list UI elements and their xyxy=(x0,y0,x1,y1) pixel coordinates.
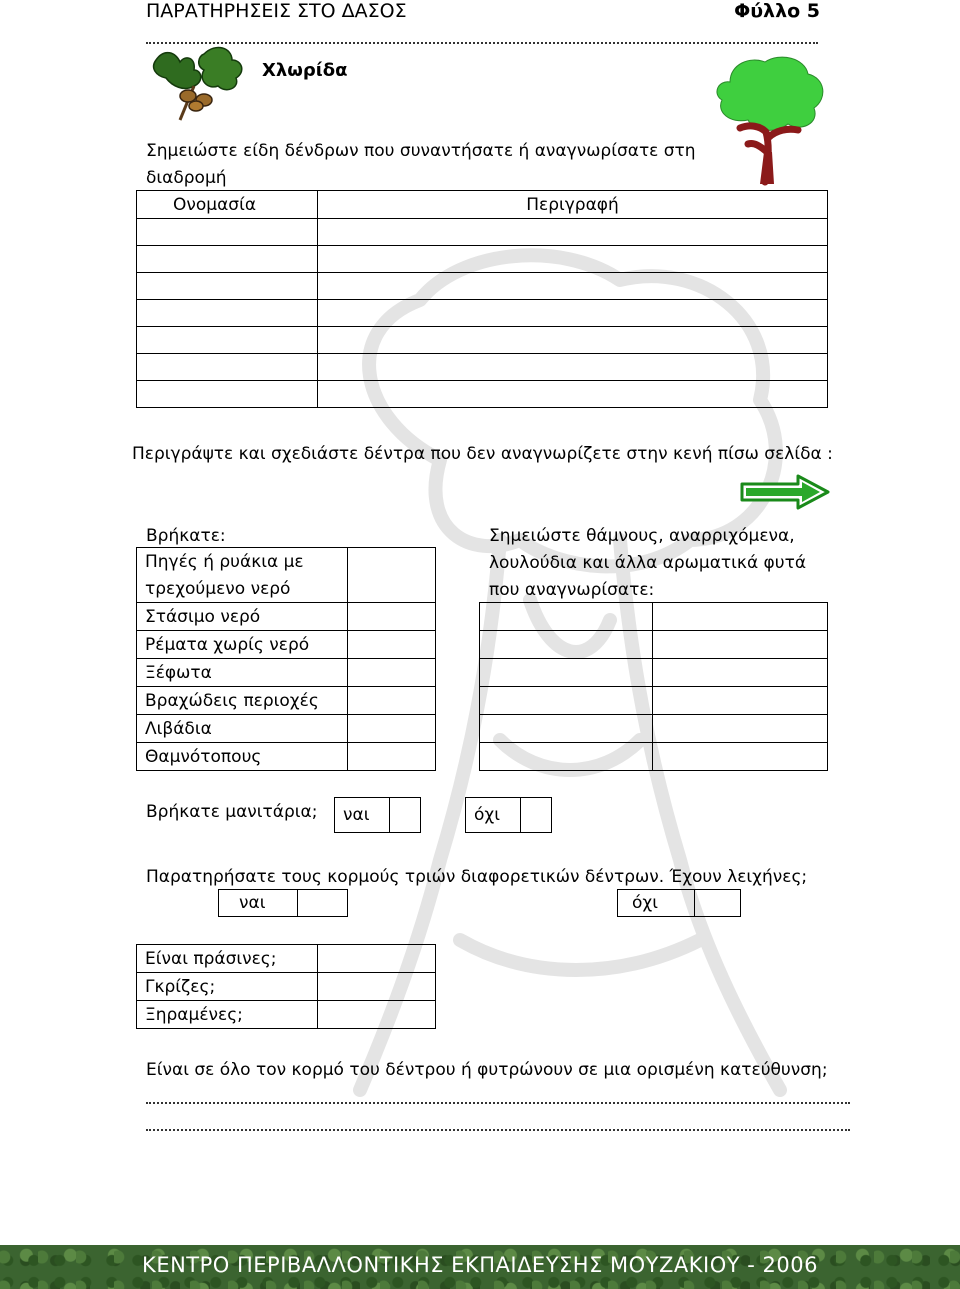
shrub-cell[interactable] xyxy=(480,687,653,715)
shrub-cell[interactable] xyxy=(653,603,828,631)
description-cell[interactable] xyxy=(318,273,828,300)
answer-line[interactable] xyxy=(146,1102,850,1104)
no-checkbox[interactable] xyxy=(695,890,740,916)
no-label: όχι xyxy=(618,890,695,916)
page-header-title: ΠΑΡΑΤΗΡΗΣΕΙΣ ΣΤΟ ΔΑΣΟΣ xyxy=(146,0,407,22)
table-row xyxy=(480,715,828,743)
shrubs-prompt-line2: λουλούδια και άλλα αρωματικά φυτά xyxy=(489,553,807,573)
no-checkbox[interactable] xyxy=(521,798,551,832)
trees-table xyxy=(136,190,828,408)
shrub-cell[interactable] xyxy=(480,631,653,659)
found-item-label: Θαμνότοπους xyxy=(137,743,348,771)
color-check-cell[interactable] xyxy=(318,1001,436,1029)
table-row xyxy=(480,659,828,687)
table-row xyxy=(480,687,828,715)
description-cell[interactable] xyxy=(318,246,828,273)
table-row xyxy=(137,273,828,300)
yes-label: ναι xyxy=(335,798,390,832)
shrub-cell[interactable] xyxy=(480,659,653,687)
mushrooms-yes-option[interactable] xyxy=(334,797,421,833)
description-cell[interactable] xyxy=(318,300,828,327)
color-label: Ξηραμένες; xyxy=(137,1001,318,1029)
name-cell[interactable] xyxy=(137,219,318,246)
description-cell[interactable] xyxy=(318,381,828,408)
table-row xyxy=(137,219,828,246)
section-title: Χλωρίδα xyxy=(262,60,348,81)
found-table xyxy=(136,547,436,771)
direction-question: Είναι σε όλο τον κορμό του δέντρου ή φυτρώνουν σε μια ορισμένη κατεύθυνση; xyxy=(146,1060,828,1080)
found-check-cell[interactable] xyxy=(348,548,436,603)
lichen-colors-table xyxy=(136,944,436,1029)
mushrooms-no-option[interactable] xyxy=(465,797,552,833)
found-item-label: Ρέματα χωρίς νερό xyxy=(137,631,348,659)
tree-icon xyxy=(710,52,828,187)
shrubs-prompt-line1: Σημειώστε θάμνους, αναρριχόμενα, xyxy=(489,526,795,546)
shrub-cell[interactable] xyxy=(653,659,828,687)
shrub-cell[interactable] xyxy=(653,687,828,715)
name-cell[interactable] xyxy=(137,246,318,273)
table-row xyxy=(480,631,828,659)
color-label: Είναι πράσινες; xyxy=(137,945,318,973)
name-cell[interactable] xyxy=(137,381,318,408)
table-row xyxy=(480,603,828,631)
found-check-cell[interactable] xyxy=(348,659,436,687)
found-item-label: Ξέφωτα xyxy=(137,659,348,687)
color-check-cell[interactable] xyxy=(318,973,436,1001)
table-row xyxy=(480,743,828,771)
found-check-cell[interactable] xyxy=(348,687,436,715)
name-cell[interactable] xyxy=(137,354,318,381)
shrub-cell[interactable] xyxy=(653,743,828,771)
found-check-cell[interactable] xyxy=(348,603,436,631)
col-description-header: Περιγραφή xyxy=(318,191,828,219)
lichens-no-option[interactable] xyxy=(617,889,741,917)
draw-prompt: Περιγράψτε και σχεδιάστε δέντρα που δεν αναγνωρίζετε στην κενή πίσω σελίδα : xyxy=(132,444,833,464)
shrubs-prompt-line3: που αναγνωρίσατε: xyxy=(489,580,655,600)
name-cell[interactable] xyxy=(137,327,318,354)
table-row xyxy=(137,354,828,381)
sheet-number: Φύλλο 5 xyxy=(734,0,820,22)
name-cell[interactable] xyxy=(137,300,318,327)
found-label: Βρήκατε: xyxy=(146,526,226,546)
mushrooms-question: Βρήκατε μανιτάρια; xyxy=(146,802,318,822)
found-check-cell[interactable] xyxy=(348,743,436,771)
found-item-label: Βραχώδεις περιοχές xyxy=(137,687,348,715)
name-cell[interactable] xyxy=(137,273,318,300)
shrub-cell[interactable] xyxy=(480,715,653,743)
found-item-label: Στάσιμο νερό xyxy=(137,603,348,631)
description-cell[interactable] xyxy=(318,219,828,246)
trees-prompt-line2: διαδρομή xyxy=(146,168,227,188)
answer-line[interactable] xyxy=(146,1129,850,1131)
arrow-right-icon xyxy=(740,474,830,510)
description-cell[interactable] xyxy=(318,327,828,354)
description-cell[interactable] xyxy=(318,354,828,381)
color-check-cell[interactable] xyxy=(318,945,436,973)
trees-prompt-line1: Σημειώστε είδη δένδρων που συναντήσατε ή αναγνωρίσατε στη xyxy=(146,141,696,161)
table-row xyxy=(137,300,828,327)
shrub-cell[interactable] xyxy=(480,743,653,771)
no-label: όχι xyxy=(466,798,521,832)
found-check-cell[interactable] xyxy=(348,631,436,659)
found-item-label: τρεχούμενο νερό xyxy=(137,576,348,603)
oak-leaf-icon xyxy=(146,40,251,125)
found-check-cell[interactable] xyxy=(348,715,436,743)
shrub-cell[interactable] xyxy=(653,631,828,659)
shrubs-table xyxy=(479,602,828,771)
table-row xyxy=(137,381,828,408)
shrub-cell[interactable] xyxy=(480,603,653,631)
found-item-label: Λιβάδια xyxy=(137,715,348,743)
yes-checkbox[interactable] xyxy=(298,890,347,916)
color-label: Γκρίζες; xyxy=(137,973,318,1001)
lichens-question: Παρατηρήσατε τους κορμούς τριών διαφορετικών δέντρων. Έχουν λειχήνες; xyxy=(146,867,808,887)
shrub-cell[interactable] xyxy=(653,715,828,743)
footer-banner xyxy=(0,1245,960,1289)
yes-checkbox[interactable] xyxy=(390,798,420,832)
yes-label: ναι xyxy=(219,890,298,916)
found-item-label: Πηγές ή ρυάκια με xyxy=(137,548,348,576)
table-row xyxy=(137,246,828,273)
footer-text: ΚΕΝΤΡΟ ΠΕΡΙΒΑΛΛΟΝΤΙΚΗΣ ΕΚΠΑΙΔΕΥΣΗΣ ΜΟΥΖΑΚΙΟΥ - 2006 xyxy=(142,1253,818,1277)
table-row xyxy=(137,327,828,354)
col-name-header: Ονομασία xyxy=(137,191,318,219)
lichens-yes-option[interactable] xyxy=(218,889,348,917)
